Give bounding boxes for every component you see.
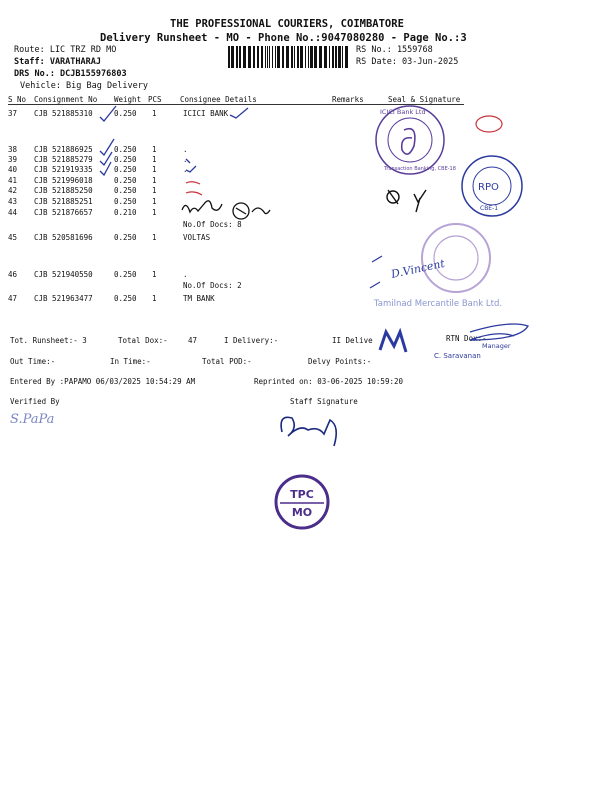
out-time: Out Time:- [10, 357, 56, 366]
tick-mark [100, 106, 116, 121]
row-pcs: 1 [152, 197, 157, 206]
row-weight: 0.250 [114, 155, 137, 164]
row-weight: 0.250 [114, 197, 137, 206]
tmb-stamp-text: Tamilnad Mercantile Bank Ltd. [374, 299, 503, 309]
row-weight: 0.210 [114, 208, 137, 217]
row-sno: 37 [8, 109, 18, 118]
in-time: In Time:- [110, 357, 151, 366]
verifier-handwriting: S.PaPa [10, 412, 55, 427]
drs-no: DRS No.: DCJB155976803 [14, 69, 127, 79]
row-consignee: VOLTAS [183, 233, 211, 242]
row-sno: 42 [8, 186, 18, 195]
vincent-stamp [422, 224, 490, 292]
row-consignee: . [183, 165, 188, 174]
row-consignment-no: CJB 521963477 [34, 294, 93, 303]
row-pcs: 1 [152, 233, 157, 242]
row-pcs: 1 [152, 270, 157, 279]
row-consignment-no: CJB 521996018 [34, 176, 93, 185]
row-consignment-no: CJB 521886925 [34, 145, 93, 154]
saravanan-text: C. Saravanan [434, 352, 481, 360]
tick-mark [230, 108, 248, 118]
vehicle: Vehicle: Big Bag Delivery [20, 81, 148, 91]
red-circle-mark [476, 116, 502, 132]
route: Route: LIC TRZ RD MO [14, 45, 117, 55]
red-tick [186, 182, 200, 184]
row-sno: 47 [8, 294, 18, 303]
tpc-mo-stamp [276, 476, 328, 528]
staff-signature [281, 417, 336, 446]
row-consignment-no: CJB 521885250 [34, 186, 93, 195]
rs-date: RS Date: 03-Jun-2025 [356, 57, 459, 67]
company-title: THE PROFESSIONAL COURIERS, COIMBATORE [170, 18, 404, 30]
mo-text: MO [291, 506, 313, 519]
row-weight: 0.250 [114, 270, 137, 279]
staff: Staff: VARATHARAJ [14, 57, 101, 67]
total-pod: Total POD:- [202, 357, 252, 366]
col-pcs: PCS [148, 95, 162, 104]
red-tick [186, 192, 202, 195]
row-consignee: . [183, 155, 188, 164]
col-seal: Seal & Signature [388, 95, 461, 104]
staff-signature-label: Staff Signature [290, 397, 358, 406]
row-pcs: 1 [152, 176, 157, 185]
col-consignment: Consignment No [34, 95, 98, 104]
row-consignment-no: CJB 521885279 [34, 155, 93, 164]
icici-inner-text: Transaction Banking, CBE-18 [384, 166, 456, 172]
row-consignee: . [183, 270, 188, 279]
row-consignment-no: CJB 521885251 [34, 197, 93, 206]
col-weight: Weight [114, 95, 142, 104]
row-weight: 0.250 [114, 109, 137, 118]
docs-count-46: No.Of Docs: 2 [183, 281, 242, 290]
row-weight: 0.250 [114, 233, 137, 242]
cbe-text: CBE-1 [480, 205, 499, 212]
row-consignment-no: CJB 521940550 [34, 270, 93, 279]
row-pcs: 1 [152, 165, 157, 174]
row-sno: 40 [8, 165, 18, 174]
verified-by: Verified By [10, 397, 60, 406]
row-sno: 38 [8, 145, 18, 154]
remark-signature [387, 190, 426, 212]
tpc-text: TPC [290, 488, 314, 501]
row-weight: 0.250 [114, 294, 137, 303]
row-pcs: 1 [152, 208, 157, 217]
row-pcs: 1 [152, 294, 157, 303]
row-sno: 44 [8, 208, 18, 217]
row-sno: 41 [8, 176, 18, 185]
row-sno: 45 [8, 233, 18, 242]
icici-ring-text: ICICI Bank Ltd [380, 108, 426, 116]
pen-marks [370, 256, 382, 288]
col-sno: S No [8, 95, 27, 104]
col-remarks: Remarks [332, 95, 364, 104]
row-weight: 0.250 [114, 176, 137, 185]
tot-runsheet: Tot. Runsheet:- 3 [10, 336, 87, 345]
row-consignment-no: CJB 521885310 [34, 109, 93, 118]
row-weight: 0.250 [114, 145, 137, 154]
rs-no: RS No.: 1559768 [356, 45, 433, 55]
i-delivery: I Delivery:- [224, 336, 279, 345]
manager-signature [470, 324, 528, 340]
delvy-points: Delvy Points:- [308, 357, 372, 366]
row-sno: 39 [8, 155, 18, 164]
row-weight: 0.250 [114, 165, 137, 174]
reprinted-on: Reprinted on: 03-06-2025 10:59:20 [254, 377, 404, 386]
icici-stamp [376, 106, 444, 174]
runsheet-subtitle: Delivery Runsheet - MO - Phone No.:9047080280 - Page No.:3 [100, 32, 467, 44]
row-pcs: 1 [152, 186, 157, 195]
consignee-signature [182, 201, 270, 219]
row-consignment-no: CJB 520581696 [34, 233, 93, 242]
total-dox-value: 47 [188, 336, 198, 345]
vincent-signature: D.Vincent [389, 256, 446, 281]
manager-text: Manager [482, 342, 511, 350]
tick-mark [186, 159, 190, 163]
m-signature [380, 332, 406, 352]
entered-by: Entered By :PAPAMO 06/03/2025 10:54:29 AM [10, 377, 196, 386]
row-consignment-no: CJB 521919335 [34, 165, 93, 174]
row-pcs: 1 [152, 155, 157, 164]
row-sno: 43 [8, 197, 18, 206]
rtn-dox: RTN Dox:- [446, 334, 487, 343]
row-consignment-no: CJB 521876657 [34, 208, 93, 217]
row-sno: 46 [8, 270, 18, 279]
rpo-text: RPO [478, 182, 499, 193]
tick-mark [100, 162, 111, 175]
tick-mark [186, 166, 196, 172]
ii-delivery: II Delive [332, 336, 373, 345]
row-consignee: TM BANK [183, 294, 215, 303]
row-consignee: . [183, 145, 188, 154]
row-weight: 0.250 [114, 186, 137, 195]
docs-count-44: No.Of Docs: 8 [183, 220, 242, 229]
row-pcs: 1 [152, 145, 157, 154]
total-dox-label: Total Dox:- [118, 336, 168, 345]
col-consignee: Consignee Details [180, 95, 257, 104]
row-consignee: ICICI BANK [183, 109, 229, 118]
row-pcs: 1 [152, 109, 157, 118]
